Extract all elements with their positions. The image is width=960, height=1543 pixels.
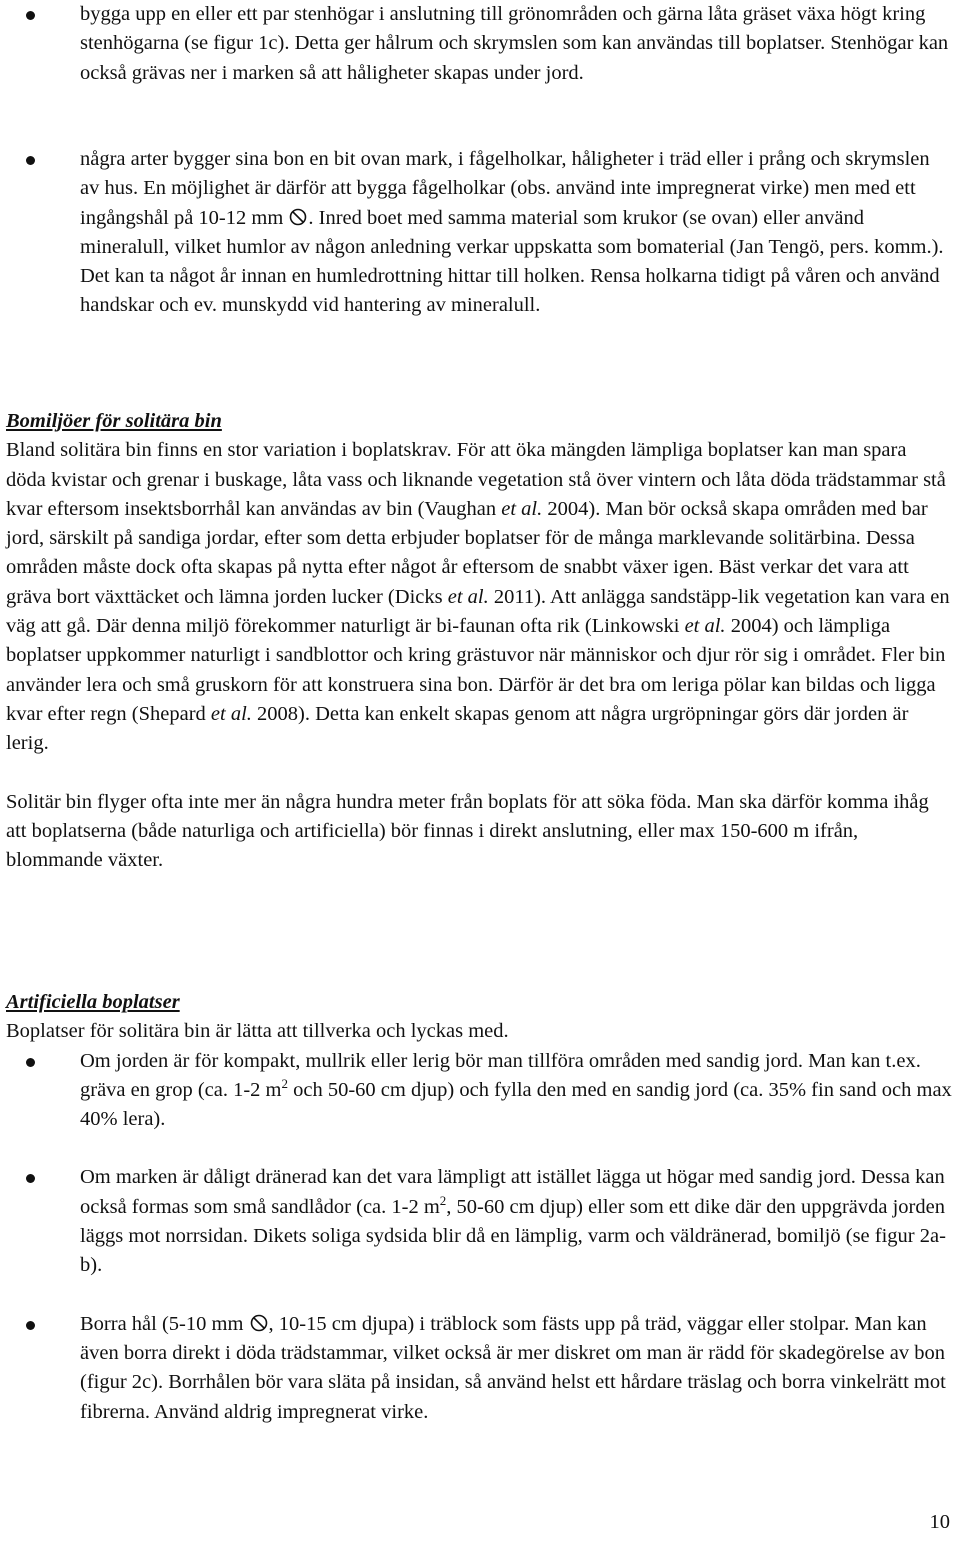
italic-citation: et al.	[447, 585, 489, 608]
bullet-dot	[26, 1174, 35, 1183]
bullet-text	[80, 3, 948, 84]
paragraph-nesting-requirements	[0, 436, 956, 758]
italic-citation: et al.	[501, 497, 543, 520]
superscript: 2	[439, 1192, 447, 1208]
text-run: Om marken är dåligt dränerad kan det vara lämpligt att istället lägga ut högar med sandig jord. Dessa kan också formas som små sandlådor (ca. 1-2 m	[80, 1166, 945, 1218]
text-run: och 50-60 cm djup) och fylla den med en sandig jord (ca. 35% fin sand och max 40% lera).	[80, 1078, 952, 1131]
text-run: några arter bygger sina bon en bit ovan mark, i fågelholkar, håligheter i träd eller i prång och skrymslen av hus. En möjlighet är därför att bygga fågelholkar (obs. använd inte impregnerat virke) men med ett ingångshål på 10-12 mm	[80, 148, 930, 229]
bullet-dot	[26, 1058, 35, 1067]
section-artificial-nests	[0, 988, 960, 1427]
bullet-item-stone-piles	[0, 0, 960, 88]
text-run: Borra hål (5-10 mm	[80, 1312, 249, 1335]
bullet-dot	[26, 11, 35, 20]
text-run: Om jorden är för kompakt, mullrik eller lerig bör man tillföra områden med sandig jord. Man kan t.ex. gräva en grop (ca. 1-2 m	[80, 1049, 921, 1101]
bullet-dot	[26, 1321, 35, 1330]
text-run: 2004) och lämpliga boplatser uppkommer naturligt i sandblottor och kring grästuvor när människor och djur rör sig i området. Fler bin använder lera och små gruskorn för att konstruera sina bon. Därför är det bra om leriga pölar kan bildas och ligga kvar efter regn (Shepard	[6, 615, 946, 725]
bullet-text	[80, 148, 944, 316]
section-heading: Artificiella boplatser	[6, 991, 180, 1013]
bullet-text	[80, 1166, 946, 1276]
section-heading: Bomiljöer för solitära bin	[6, 410, 222, 432]
text-run: , 10-15 cm djupa) i träblock som fästs upp på träd, väggar eller stolpar. Man kan även borra direkt i döda trädstammar, vilket också är mer diskret om man är rädd för skadegörelse av bon (figur 2c). Borrhålen bör vara släta på insidan, så använd helst ett hårdare träslag och borra vinkelrätt mot fibrerna. Använd aldrig impregnerat virke.	[80, 1312, 946, 1423]
page-number: 10	[929, 1511, 950, 1533]
section-solitary-bees	[0, 407, 960, 875]
text-run: 2008). Detta kan enkelt skapas genom att några urgröpningar görs där jorden är lerig.	[6, 702, 909, 755]
italic-citation: et al.	[210, 702, 252, 725]
text-run: 2004). Man bör också skapa områden med bar jord, särskilt på sandiga jordar, efter som detta erbjuder boplatser för de många marklevande solitärbina. Dessa områden måste dock ofta skapas på nytta efter något år eftersom de snabbt växer igen. Bäst verkar det vara att gräva bort växttäcket och lämna jorden lucker (Dicks	[6, 497, 928, 608]
text-run: bygga upp en eller ett par stenhögar i anslutning till grönområden och gärna låta gräset växa högt kring stenhögarna (se figur 1c). Detta ger hålrum och skrymslen som kan användas till boplatser. Stenhögar kan också grävas ner i marken så att håligheter skapas under jord.	[80, 3, 949, 84]
superscript: 2	[281, 1075, 288, 1091]
bullet-item-sandy-soil	[0, 1047, 960, 1135]
diameter-icon	[249, 1313, 269, 1333]
bullet-text	[80, 1050, 952, 1131]
bullet-item-sand-piles	[0, 1163, 960, 1280]
text-run: , 50-60 cm djup) eller som ett dike där den uppgrävda jorden läggs mot norrsidan. Dikets soliga sydsida blir då en lämplig, varm och väldränerad, bomiljö (se figur 2a-b).	[80, 1195, 946, 1277]
text-run: . Inred boet med samma material som krukor (se ovan) eller använd mineralull, vilket humlor av någon anledning verkar uppskatta som bomaterial (Jan Tengö, pers. komm.). Det kan ta något år innan en humledrottning hittar till holken. Rensa holkarna tidigt på våren och använd handskar och ev. munskydd vid hantering av mineralull.	[80, 206, 944, 317]
paragraph-flight-range: Solitär bin flyger ofta inte mer än några hundra meter från boplats för att söka föda. Man ska därför komma ihåg att boplatserna (både naturliga och artificiella) bör finnas i direkt anslutning, eller max 150-600 m ifrån, blommande växter.	[6, 790, 929, 872]
italic-citation: et al.	[684, 615, 726, 638]
text-run: Bland solitära bin finns en stor variation i boplatskrav. För att öka mängden lämpliga boplatser kan man spara döda kvistar och grenar i buskage, låta vass och liknande vegetation stå över vintern och låta döda trädstammar stå kvar eftersom insektsborrhål kan användas av bin (Vaughan	[6, 439, 946, 520]
bullet-dot	[26, 156, 35, 165]
bullet-item-drilled-holes	[0, 1310, 960, 1427]
bullet-item-birdhouses	[0, 145, 960, 321]
text-run: 2011). Att anlägga sandstäpp-lik vegetation kan vara en väg att gå. Där denna miljö förekommer naturligt är bi-faunan ofta rik (Linkowski	[6, 585, 950, 638]
section-intro: Boplatser för solitära bin är lätta att tillverka och lyckas med.	[6, 1020, 509, 1043]
diameter-icon	[288, 207, 308, 227]
bullet-text	[80, 1313, 946, 1423]
